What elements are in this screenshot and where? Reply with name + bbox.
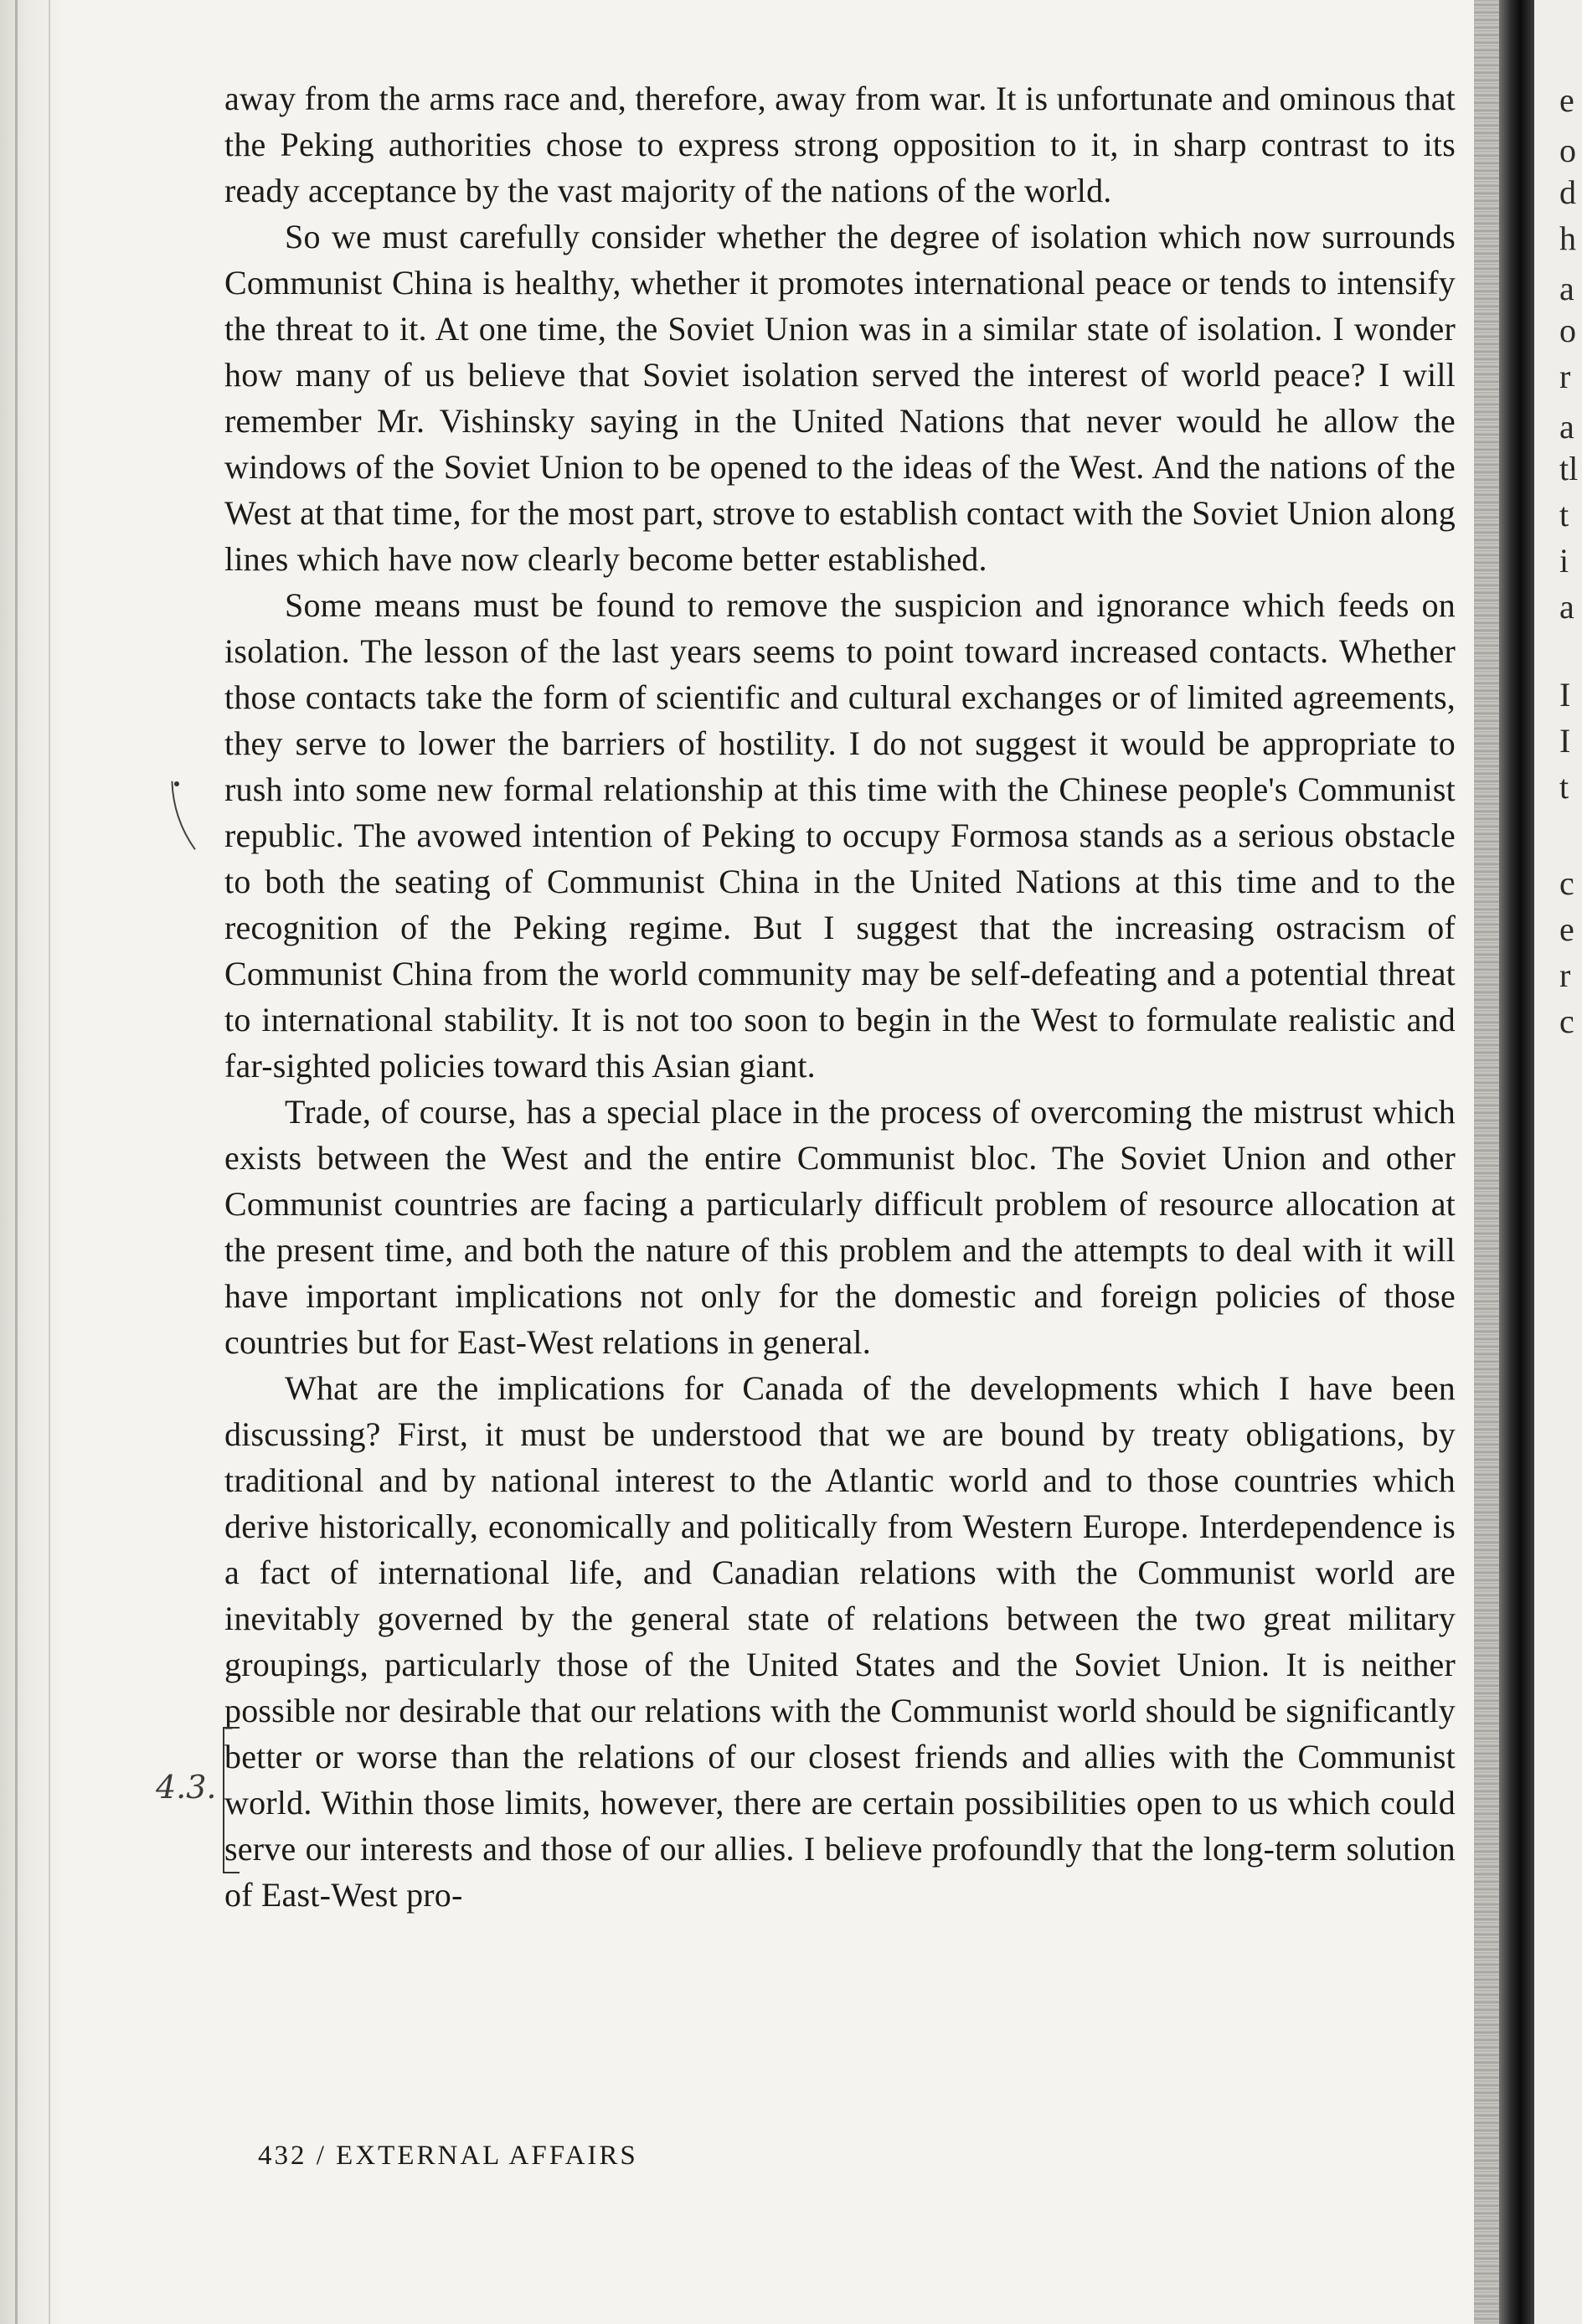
paragraph-3: Some means must be found to remove the suspicion and ignorance which feeds on isolation. The lesson of the last years seems to point toward increased contacts. Whether those contacts take the form of scientific and cultural exchanges or of limited agreements, they serve to lower the barriers of hostility. I do not suggest it would be appropriate to rush into some new formal relationship at this time with the Chinese people's Communist republic. The avowed intention of Peking to occupy Formosa stands as a serious obstacle to both the seating of Communist China in the United Nations at this time and to the recognition of the Peking regime. But I suggest that the increasing ostracism of Communist China from the world community may be self-defeating and a potential threat to international stability. It is not too soon to begin in the West to formulate realistic and far-sighted policies toward this Asian giant.: [224, 586, 1456, 1085]
paragraph-5: What are the implications for Canada of the developments which I have been discussing? First, it must be understood that we are bound by treaty obligations, by traditional and by national interest to the Atlantic world and to those countries which derive historically, economically and politically from Western Europe. Interdependence is a fact of international life, and Canadian relations with the Communist world are inevitably governed by the general state of relations between the two great military groupings, particularly those of the United States and the Soviet Union. It is neither possible nor desirable that our relations with the Communist world should be significantly better or worse than the relations of our closest friends and allies with the Communist world. Within those limits, however, there are certain possibilities open to us which could serve our interests and those of our allies. I believe profoundly that the long-term solution of East-West pro-: [224, 1369, 1456, 1914]
facing-page-letter: o: [1559, 131, 1576, 169]
facing-page-letter: c: [1559, 864, 1574, 902]
facing-page-letter: a: [1559, 270, 1574, 307]
facing-page-letter: r: [1559, 358, 1571, 395]
facing-page-letter: t: [1559, 768, 1569, 806]
margin-bracket: [223, 1727, 236, 1873]
facing-page-letter: d: [1559, 173, 1576, 211]
facing-page-letter: I: [1559, 722, 1571, 760]
binding-page-edge: [1474, 0, 1499, 2324]
paragraph-4: Trade, of course, has a special place in the process of overcoming the mistrust which exists between the West and the entire Communist bloc. The Soviet Union and other Communist countries are facing a particularly difficult problem of resource allocation at the present time, and both the nature of this problem and the attempts to deal with it will have important implications not only for the domestic and foreign policies of those countries but for East-West relations in general.: [224, 1093, 1456, 1361]
paragraph-1: away from the arms race and, therefore, away from war. It is unfortunate and ominous that the Peking authorities chose to express strong opposition to it, in sharp contrast to its ready acceptance by the vast majority of the nations of the world.: [224, 80, 1456, 209]
facing-page-letter: e: [1559, 81, 1574, 119]
page-footer: 432 / EXTERNAL AFFAIRS: [258, 2141, 638, 2171]
left-gutter-shadow: [0, 0, 67, 2324]
left-gutter-line: [15, 0, 18, 2324]
facing-page-letter: i: [1559, 542, 1569, 580]
facing-page-letter: c: [1559, 1002, 1574, 1040]
facing-page-letter: h: [1559, 219, 1576, 257]
paragraph-2: So we must carefully consider whether the degree of isolation which now surrounds Communist China is healthy, whether it promotes international peace or tends to intensify the threat to it. At one time, the Soviet Union was in a similar state of isolation. I wonder how many of us believe that Soviet isolation served the interest of world peace? I will remember Mr. Vishinsky saying in the United Nations that never would he allow the windows of the Soviet Union to be opened to the ideas of the West. And the nations of the West at that time, for the most part, strove to establish contact with the Soviet Union along lines which have now clearly become better established.: [224, 218, 1456, 578]
facing-page-letter: a: [1559, 588, 1574, 626]
facing-page-letter: tl: [1559, 450, 1579, 487]
facing-page-letter: r: [1559, 956, 1571, 994]
book-binding: [1499, 0, 1534, 2324]
margin-tick-mark: [159, 779, 204, 863]
facing-page-letter: t: [1559, 496, 1569, 533]
facing-page-letter: e: [1559, 910, 1574, 948]
margin-note: 4.3.: [156, 1769, 217, 1806]
margin-dot-mark: [173, 776, 181, 791]
facing-page-letter: I: [1559, 676, 1571, 714]
body-text: [224, 75, 1456, 1918]
facing-page-letter: o: [1559, 312, 1576, 349]
margin-dot-icon: [173, 780, 181, 788]
facing-page-letter: a: [1559, 408, 1574, 446]
left-gutter-line-inner: [49, 0, 50, 2324]
